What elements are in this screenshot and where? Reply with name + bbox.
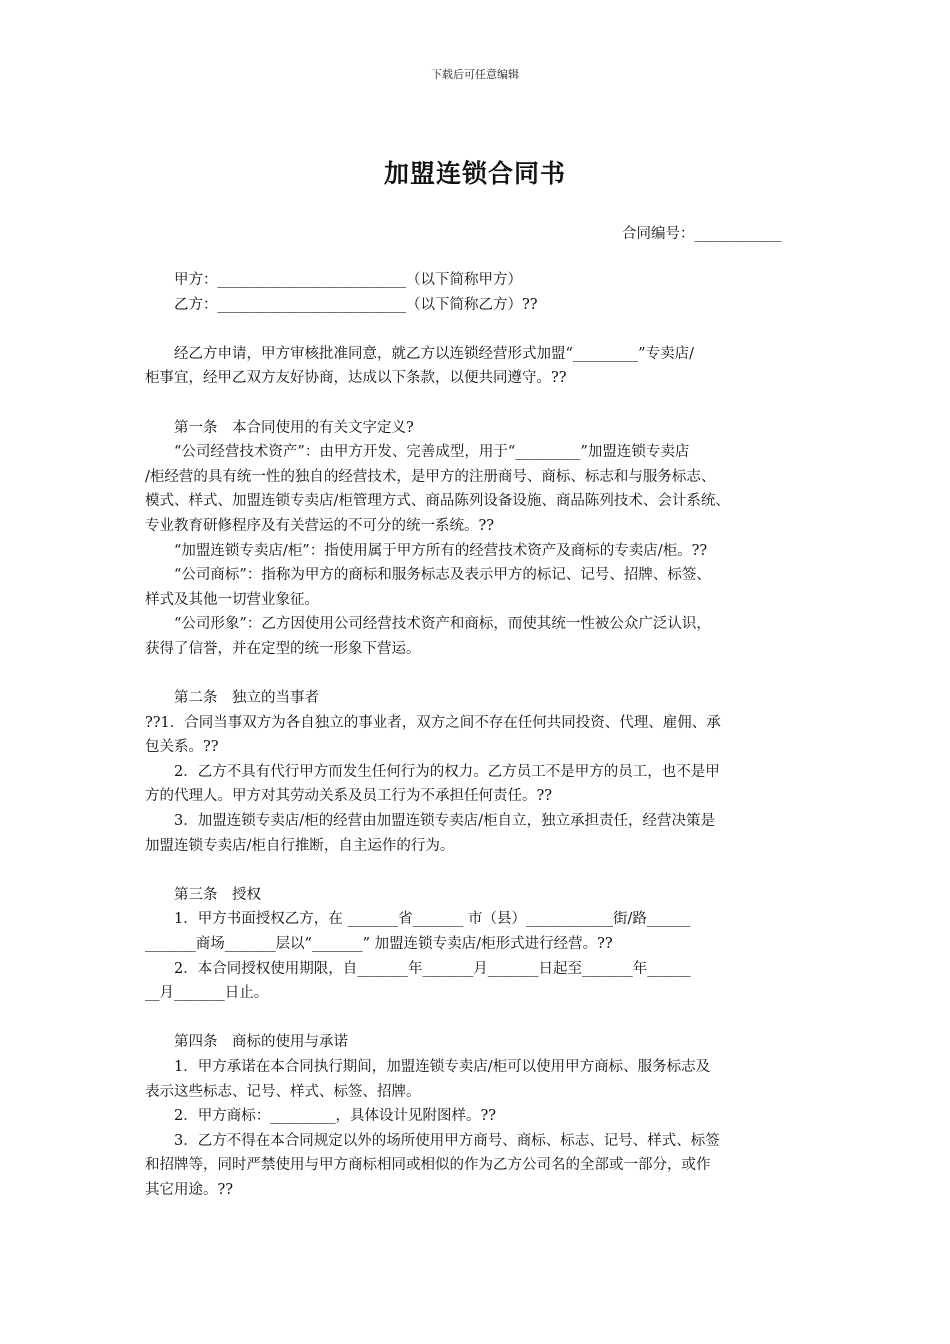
article-1-line: 模式、样式、加盟连锁专卖店/柜管理方式、商品陈列设备设施、商品陈列技术、会计系统、	[145, 493, 730, 510]
article-3-line: 2．本合同授权使用期限，自_______年_______月_______日起至_______年______	[174, 960, 691, 977]
article-2-line: 方的代理人。甲方对其劳动关系及员工行为不承担任何责任。??	[145, 788, 553, 805]
article-1-line: “公司经营技术资产”：由甲方开发、完善成型，用于“_________”加盟连锁专卖店	[174, 444, 690, 461]
article-4-line: 和招牌等，同时严禁使用与甲方商标相同或相似的作为乙方公司名的全部或一部分，或作	[145, 1157, 711, 1174]
header-note: 下载后可任意编辑	[431, 68, 519, 81]
article-4-heading: 第四条 商标的使用与承诺	[174, 1034, 348, 1051]
article-1-line: 样式及其他一切营业象征。	[145, 591, 319, 608]
article-1-heading: 第一条 本合同使用的有关文字定义?	[174, 419, 414, 436]
article-3-line: 1．甲方书面授权乙方，在 _______省_______ 市（县）____________街/路______	[174, 911, 691, 928]
article-1-line: 专业教育研修程序及有关营运的不可分的统一系统。??	[145, 517, 495, 534]
article-3-line: __月_______日止。	[145, 985, 269, 1002]
contract-number: 合同编号：____________	[622, 226, 782, 242]
article-4-line: 表示这些标志、记号、样式、标签、招牌。	[145, 1083, 421, 1100]
article-1-line: “公司商标”：指称为甲方的商标和服务标志及表示甲方的标记、记号、招牌、标签、	[174, 567, 711, 584]
article-2-line: 包关系。??	[145, 739, 219, 756]
article-2-line: ??1．合同当事双方为各自独立的事业者，双方之间不存在任何共同投资、代理、雇佣、承	[145, 714, 721, 731]
article-4-line: 其它用途。??	[145, 1181, 234, 1198]
article-1-line: 获得了信誉，并在定型的统一形象下营运。	[145, 640, 421, 657]
party-a-line: 甲方：__________________________（以下简称甲方）	[174, 272, 522, 288]
article-4-line: 2．甲方商标：_________，具体设计见附图样。??	[174, 1108, 497, 1125]
article-2-line: 加盟连锁专卖店/柜自行推断，自主运作的行为。	[145, 837, 455, 854]
preamble-line: 经乙方申请，甲方审核批准同意，就乙方以连锁经营形式加盟“_________”专卖店/	[174, 345, 694, 362]
article-2-line: 2．乙方不具有代行甲方而发生任何行为的权力。乙方员工不是甲方的员工，也不是甲	[174, 763, 720, 780]
preamble-line: 柜事宜，经甲乙双方友好协商，达成以下条款，以便共同遵守。??	[145, 370, 567, 387]
article-1-line: /柜经营的具有统一性的独自的经营技术，是甲方的注册商号、商标、标志和与服务标志、	[145, 468, 716, 485]
article-4-line: 1．甲方承诺在本合同执行期间，加盟连锁专卖店/柜可以使用甲方商标、服务标志及	[174, 1059, 711, 1075]
party-b-line: 乙方：__________________________（以下简称乙方）??	[174, 296, 538, 313]
article-1-line: “加盟连锁专卖店/柜”：指使用属于甲方所有的经营技术资产及商标的专卖店/柜。??	[174, 542, 708, 559]
article-3-line: _______商场_______层以“_______” 加盟连锁专卖店/柜形式进行经营。??	[145, 936, 613, 953]
contract-body	[145, 268, 815, 1203]
article-2-heading: 第二条 独立的当事者	[174, 690, 319, 707]
article-2-line: 3．加盟连锁专卖店/柜的经营由加盟连锁专卖店/柜自立，独立承担责任，经营决策是	[174, 813, 715, 830]
article-4-line: 3．乙方不得在本合同规定以外的场所使用甲方商号、商标、标志、记号、样式、标签	[174, 1132, 720, 1149]
document-title: 加盟连锁合同书	[383, 159, 566, 188]
article-3-heading: 第三条 授权	[174, 886, 261, 903]
article-1-line: “公司形象”：乙方因使用公司经营技术资产和商标，而使其统一性被公众广泛认识，	[174, 616, 711, 633]
